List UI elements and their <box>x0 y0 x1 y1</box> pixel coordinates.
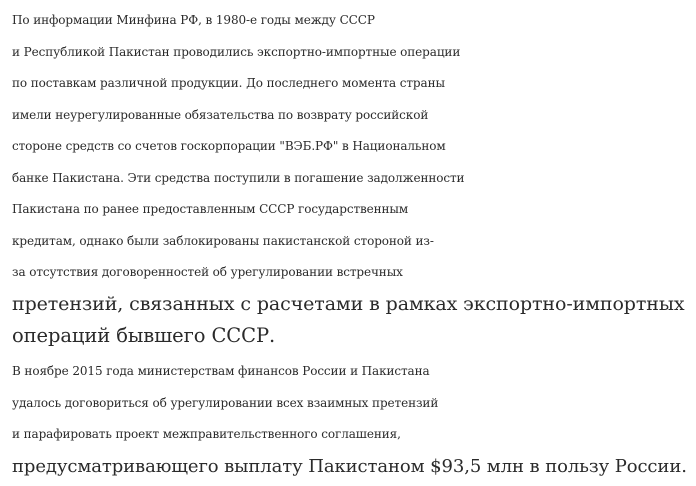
text-line: претензий, связанных с расчетами в рамках экспортно-импортных <box>12 292 685 315</box>
paragraph-1 <box>12 5 684 352</box>
text-line: кредитам, однако были заблокированы пакистанской стороной из- <box>12 233 434 248</box>
text-line: Пакистана по ранее предоставленным СССР государственным <box>12 202 409 216</box>
text-line: операций бывшего СССР. <box>12 324 276 347</box>
text-line: удалось договориться об урегулировании всех взаимных претензий <box>12 395 439 410</box>
paragraph-2 <box>12 356 687 482</box>
text-line: По информации Минфина РФ, в 1980-е годы между СССР <box>12 13 375 27</box>
text-line: стороне средств со счетов госкорпорации "ВЭБ.РФ" в Национальном <box>12 139 446 153</box>
text-line: по поставкам различной продукции. До последнего момента страны <box>12 76 445 90</box>
text-line: банке Пакистана. Эти средства поступили в погашение задолженности <box>12 170 465 185</box>
text-line: предусматривающего выплату Пакистаном $93,5 млн в пользу России. <box>12 455 687 477</box>
text-line: В ноябре 2015 года министерствам финансов России и Пакистана <box>12 364 430 378</box>
text-line: имели неурегулированные обязательства по возврату российской <box>12 107 429 122</box>
text-line: за отсутствия договоренностей об урегулировании встречных <box>12 265 403 279</box>
text-line: и парафировать проект межправительственного соглашения, <box>12 427 401 441</box>
text-line: и Республикой Пакистан проводились экспортно-импортные операции <box>12 44 461 59</box>
